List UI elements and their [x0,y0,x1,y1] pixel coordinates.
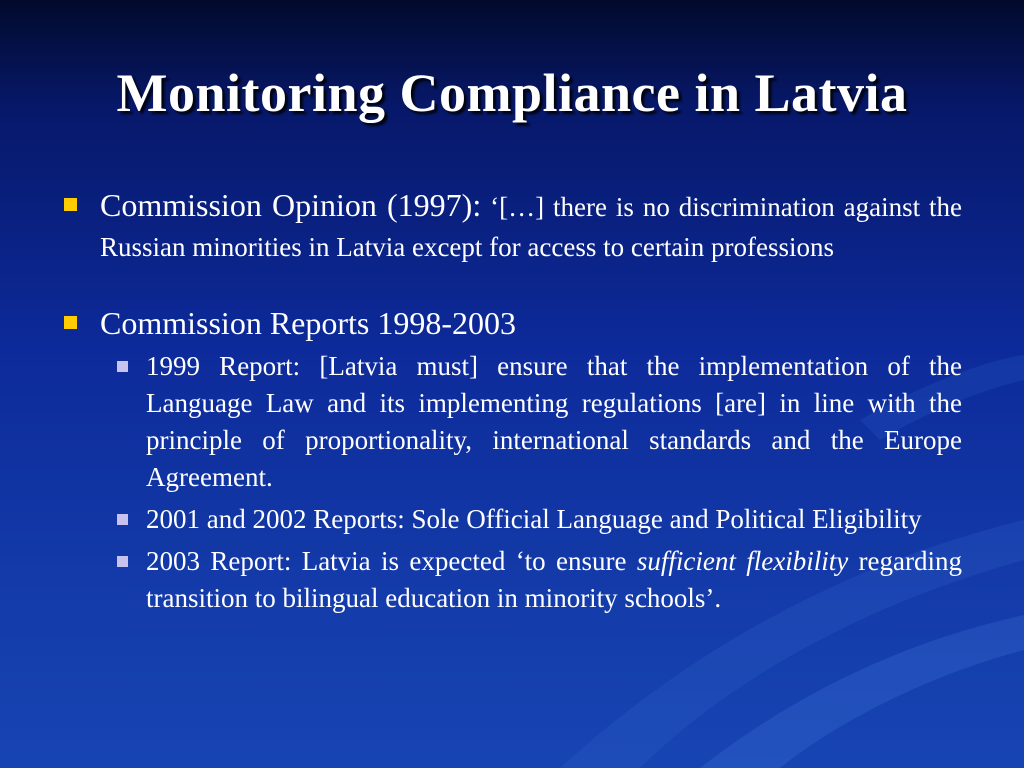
sub-bullet-text: 2001 and 2002 Reports: Sole Official Language and Political Eligibility [146,504,922,534]
square-bullet-icon [64,316,77,329]
sub-bullet-2001-2002-reports [60,501,962,538]
small-square-bullet-icon [117,361,128,372]
sub-bullet-text-before: 2003 Report: Latvia is expected ‘to ensure [146,546,637,576]
bullet-lead-text: Commission Reports 1998-2003 [100,305,517,341]
sub-bullet-list [60,348,962,617]
bullet-commission-opinion [60,186,962,266]
bullet-commission-reports [60,304,962,342]
small-square-bullet-icon [117,556,128,567]
sub-bullet-2003-report [60,543,962,617]
slide-body [60,186,962,622]
sub-bullet-1999-report [60,348,962,496]
small-square-bullet-icon [117,514,128,525]
sub-bullet-text-after: regarding transition to bilingual education in minority schools’. [146,546,962,613]
sub-bullet-text: 1999 Report: [Latvia must] ensure that the implementation of the Language Law and its implementing regulations [are] in line with the principle of proportionality, international standards and the Europe Agreement. [146,351,962,492]
sub-bullet-emphasis: sufficient flexibility [636,546,849,576]
square-bullet-icon [64,198,77,211]
slide-title: Monitoring Compliance in Latvia [116,63,908,123]
bullet-quote-text: ‘[…] there is no discrimination against the Russian minorities in Latvia except for access to certain professions [100,192,962,262]
bullet-lead-text: Commission Opinion (1997): [100,187,482,223]
